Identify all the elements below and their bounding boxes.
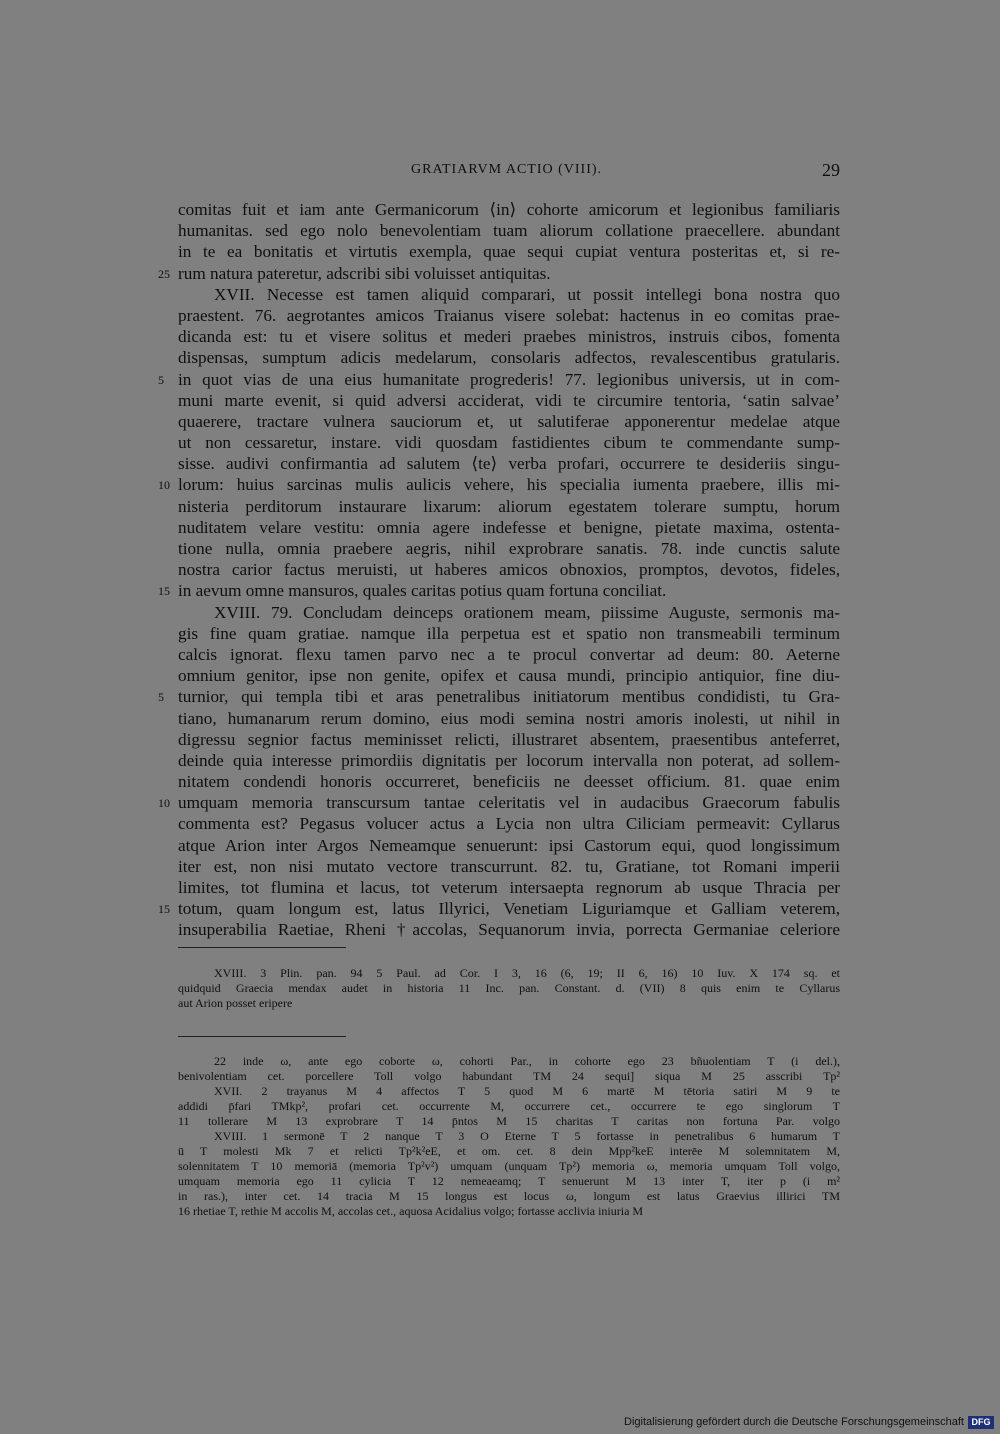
text-line: [0, 432, 1000, 453]
line-text: humanitas. sed ego nolo benevolentiam tuam aliorum collatione praecellere. abundant: [178, 221, 840, 241]
testimonia-line: quidquid Graecia mendax audet in historia 11 Inc. pan. Constant. d. (VII) 8 quis enim te Cyllarus: [178, 981, 840, 995]
testimonia-line: XVIII. 3 Plin. pan. 94 5 Paul. ad Cor. I 3, 16 (6, 19; II 6, 16) 10 Iuv. X 174 sq. et: [214, 966, 840, 980]
funding-credit: Digitalisierung gefördert durch die Deutsche Forschungsgemeinschaft: [624, 1416, 964, 1428]
line-text: lorum: huius sarcinas mulis aulicis vehere, his specialia iumenta praebere, illis mi-: [178, 475, 840, 495]
text-line: [0, 199, 1000, 220]
text-line: [0, 792, 1000, 813]
text-line: [0, 729, 1000, 750]
line-text: nostra carior factus meruisti, ut haberes amicos obnoxios, promptos, devotos, fideles,: [178, 560, 840, 580]
line-text: nisteria perditorum instaurare lixarum: aliorum egestatem tolerare sumptu, horum: [178, 496, 840, 516]
text-line: [0, 241, 1000, 262]
line-text: digressu segnior factus meminisset relicti, illustraret absentem, praesentibus anteferret,: [178, 729, 840, 749]
apparatus-line: benivolentiam cet. porcellere Toll volgo habundant TM 24 sequi] siqua M 25 asscribi Tp²: [178, 1069, 840, 1083]
text-line: [0, 538, 1000, 559]
page-number: 29: [822, 160, 840, 180]
line-text: XVII. Necesse est tamen aliquid comparari, ut possit intellegi bona nostra quo: [214, 284, 840, 304]
text-line: [0, 559, 1000, 580]
line-number: 10: [158, 796, 170, 811]
line-number: 10: [158, 478, 170, 493]
text-line: [0, 263, 1000, 284]
text-line: [0, 411, 1000, 432]
text-line: [0, 750, 1000, 771]
line-text: calcis ignorat. flexu tamen parvo nec a te procul convertar ad deum: 80. Aeterne: [178, 644, 840, 664]
text-line: [0, 453, 1000, 474]
testimonia-rule: [178, 947, 346, 948]
line-text: sisse. audivi confirmantia ad salutem ⟨te⟩ verba profari, occurrere te desideriis singu-: [178, 454, 840, 474]
text-line: [0, 898, 1000, 919]
testimonia: [178, 966, 840, 1011]
line-text: dispensas, sumptum adicis medelarum, consolaris adfectos, revalescentibus gratularis.: [178, 348, 840, 368]
text-line: [0, 474, 1000, 495]
text-line: [0, 220, 1000, 241]
line-text: in aevum omne mansuros, quales caritas potius quam fortuna conciliat.: [178, 581, 667, 601]
text-line: [0, 771, 1000, 792]
line-text: quaerere, tractare vulnera sauciorum et, ut salutiferae apponerentur medelae atque: [178, 411, 840, 431]
text-line: [0, 877, 1000, 898]
line-text: in quot vias de una eius humanitate progrederis! 77. legionibus universis, ut in com-: [178, 369, 840, 389]
line-text: limites, tot flumina et lacus, tot veterum intersaepta regnorum ab usque Thracia per: [178, 878, 840, 897]
line-number: 5: [158, 372, 164, 387]
line-number: 25: [158, 266, 170, 281]
running-title: GRATIARVM ACTIO (VIII).: [411, 162, 603, 177]
apparatus-line: umquam memoria ego 11 cylicia T 12 nemeaeamq; T senuerunt M 13 inter T, iter p (i m²: [178, 1174, 840, 1188]
apparatus-criticus: [178, 1054, 840, 1219]
line-text: turnior, qui templa tibi et aras penetralibus initiatorum mentibus condidisti, tu Gra-: [178, 687, 840, 707]
apparatus-line: XVII. 2 trayanus M 4 affectos T 5 quod M 6 martē M tētoria satiri M 9 te: [214, 1084, 840, 1098]
text-line: [0, 623, 1000, 644]
apparatus-rule: [178, 1036, 346, 1037]
line-text: tiano, humanarum rerum domino, eius modi semina nostri amoris inolesti, ut nihil in: [178, 708, 840, 728]
line-text: nitatem condendi honoris occurreret, beneficiis ne deesset officium. 81. quae enim: [178, 772, 840, 792]
line-number: 15: [158, 902, 170, 917]
line-text: iter est, non nisi mutato vectore transcurrunt. 82. tu, Gratiane, tot Romani imperii: [178, 856, 840, 876]
text-line: [0, 856, 1000, 877]
apparatus-line: in ras.), inter cet. 14 tracia M 15 longus est locus ω, longum est latus Graevius illirici TM: [178, 1189, 840, 1203]
line-text: atque Arion inter Argos Nemeamque senuerunt: ipsi Castorum equi, quod longissimum: [178, 835, 840, 855]
apparatus-line: 16 rhetiae T, rethie M accolis M, accolas cet., aquosa Acidalius volgo; fortasse acclivia iniuria M: [178, 1204, 644, 1218]
text-line: [0, 347, 1000, 368]
text-line: [0, 284, 1000, 305]
apparatus-line: solennitatem T 10 memoriā (memoria Tp²v²) umquam (unquam Tp²) memoria ω, memoria umquam Toll volgo,: [178, 1159, 840, 1173]
line-text: ut non cessaretur, instare. vidi quosdam fastidientes cibum te commendante sump-: [178, 433, 840, 453]
line-number: 5: [158, 690, 164, 705]
text-line: [0, 835, 1000, 856]
apparatus-line: addidi p̄fari TMkp², profari cet. occurrente M, occurrere cet., occurrere te ego singlorum T: [178, 1099, 840, 1113]
text-line: [0, 305, 1000, 326]
text-line: [0, 665, 1000, 686]
line-text: in te ea bonitatis et virtutis exempla, quae sequi cupiat ventura posteritas et, si re-: [178, 242, 840, 262]
line-text: totum, quam longum est, latus Illyrici, Venetiam Liguriamque et Galliam veterem,: [178, 899, 840, 919]
running-header: [0, 160, 1000, 184]
text-line: [0, 708, 1000, 729]
line-text: muni marte evenit, si quid adversi acciderat, vidi te circumire tentoria, ‘satin salvae’: [178, 390, 840, 410]
line-text: nuditatem velare vestitu: omnia agere indefesse et benigne, pietate maxima, ostenta-: [178, 517, 840, 537]
text-line: [0, 602, 1000, 623]
footer-bar: [0, 1413, 1000, 1434]
text-line: [0, 369, 1000, 390]
line-text: umquam memoria transcursum tantae celeritatis vel in audacibus Graecorum fabulis: [178, 793, 840, 813]
text-line: [0, 517, 1000, 538]
apparatus-line: XVIII. 1 sermonē T 2 nanque T 3 O Eterne T 5 fortasse in penetralibus 6 humarum T: [214, 1129, 840, 1143]
line-text: insuperabilia Raetiae, Rheni †accolas, Sequanorum invia, porrecta Germaniae celeriore: [178, 920, 840, 940]
line-text: dicanda est: tu et visere solitus et mederi praebes ministros, instruis cibos, fomenta: [178, 327, 840, 347]
line-text: XVIII. 79. Concludam deinceps orationem meam, piissime Auguste, sermonis ma-: [214, 602, 840, 622]
dfg-logo: DFG: [968, 1416, 994, 1429]
text-line: [0, 390, 1000, 411]
text-line: [0, 686, 1000, 707]
line-text: deinde quia interesse primordiis dignitatis per locorum intervalla non poterat, ad sollem-: [178, 750, 840, 770]
line-text: omnium genitor, ipse non genite, opifex et causa mundi, principio antiquior, fine diu-: [178, 666, 840, 686]
testimonia-line: aut Arion posset eripere: [178, 996, 293, 1010]
text-line: [0, 813, 1000, 834]
text-line: [0, 326, 1000, 347]
text-line: [0, 496, 1000, 517]
text-line: [0, 919, 1000, 940]
line-text: comitas fuit et iam ante Germanicorum ⟨in⟩ cohorte amicorum et legionibus familiaris: [178, 200, 840, 219]
apparatus-line: 11 tollerare M 13 exprobrare T 14 p̄ntos M 15 charitas T caritas non fortuna Par. volgo: [178, 1114, 840, 1128]
line-text: praestent. 76. aegrotantes amicos Traianus visere solebat: hactenus in eo comitas prae-: [178, 305, 840, 325]
line-text: gis fine quam gratiae. namque illa perpetua est et spatio non transmeabili terminum: [178, 623, 840, 643]
apparatus-line: ū T molesti Mk 7 et relicti Tp²k²eE, et om. cet. 8 dein Mpp²keE interēe M solemnitatem M,: [178, 1144, 840, 1158]
text-line: [0, 644, 1000, 665]
text-line: [0, 580, 1000, 601]
line-text: rum natura pateretur, adscribi sibi voluisset antiquitas.: [178, 263, 551, 283]
line-number: 15: [158, 584, 170, 599]
main-text: [0, 199, 1000, 941]
line-text: commenta est? Pegasus volucer actus a Lycia non ultra Ciliciam permeavit: Cyllarus: [178, 814, 840, 834]
apparatus-line: 22 inde ω, ante ego coborte ω, cohorti Par., in cohorte ego 23 bñuolentiam T (i del.),: [214, 1054, 840, 1068]
line-text: tione nulla, omnia praebere aegris, nihil exprobrare sanatis. 78. inde cunctis salute: [178, 539, 840, 558]
